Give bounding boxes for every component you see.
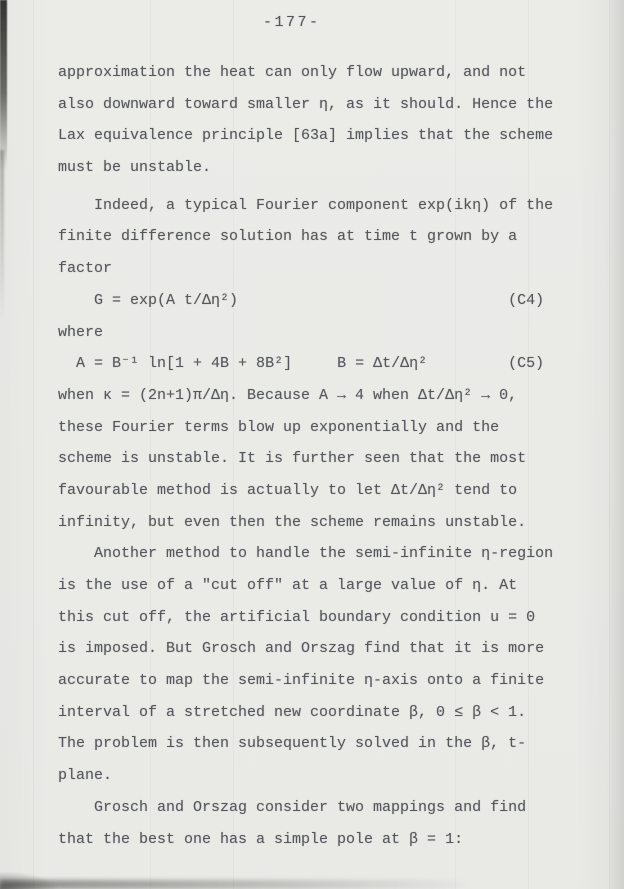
text-line: finite difference solution has at time t grown by a — [58, 228, 518, 246]
equation-c5: A = B⁻¹ ln[1 + 4B + 8B²] B = Δt/Δη² (C5) — [58, 355, 545, 373]
text-line: plane. — [58, 767, 113, 785]
text-line: Indeed, a typical Fourier component exp(ikη) of the — [58, 196, 554, 214]
equation-c4: G = exp(A t/Δη²) (C4) — [58, 291, 545, 309]
text-line: is imposed. But Grosch and Orszag find that it is more — [58, 640, 545, 658]
text-line: Lax equivalence principle [63a] implies that the scheme — [58, 127, 554, 145]
text-line: factor — [58, 260, 113, 278]
text-line: The problem is then subsequently solved in the β, t- — [58, 735, 527, 753]
text-line: favourable method is actually to let Δt/Δη² tend to — [58, 481, 518, 499]
text-line: accurate to map the semi-infinite η-axis onto a finite — [58, 672, 545, 690]
scan-shadow-corner — [0, 871, 60, 889]
text-line: scheme is unstable. It is further seen that the most — [58, 450, 527, 468]
text-line: when κ = (2n+1)π/Δη. Because A → 4 when Δt/Δη² → 0, — [58, 386, 518, 404]
scan-shadow-bottom — [0, 880, 500, 889]
scan-edge-left-fade — [0, 150, 4, 320]
text-line: that the best one has a simple pole at β = 1: — [58, 830, 464, 848]
scan-edge-left — [0, 0, 7, 170]
text-line: Another method to handle the semi-infinite η-region — [58, 545, 554, 563]
text-line: infinity, but even then the scheme remains unstable. — [58, 513, 527, 531]
text-line: these Fourier terms blow up exponentially and the — [58, 418, 500, 436]
text-line: Grosch and Orszag consider two mappings and find — [58, 798, 527, 816]
text-line: this cut off, the artificial boundary condition u = 0 — [58, 608, 536, 626]
text-line: must be unstable. — [58, 159, 212, 177]
body-text — [58, 57, 618, 855]
text-line: where — [58, 323, 104, 341]
text-line: also downward toward smaller η, as it should. Hence the — [58, 95, 554, 113]
text-line: is the use of a "cut off" at a large value of η. At — [58, 577, 518, 594]
paper-crease-line — [33, 0, 34, 889]
text-line: interval of a stretched new coordinate β, 0 ≤ β < 1. — [58, 703, 527, 721]
page-number: -177- — [263, 14, 321, 31]
text-line: approximation the heat can only flow upward, and not — [58, 64, 527, 81]
